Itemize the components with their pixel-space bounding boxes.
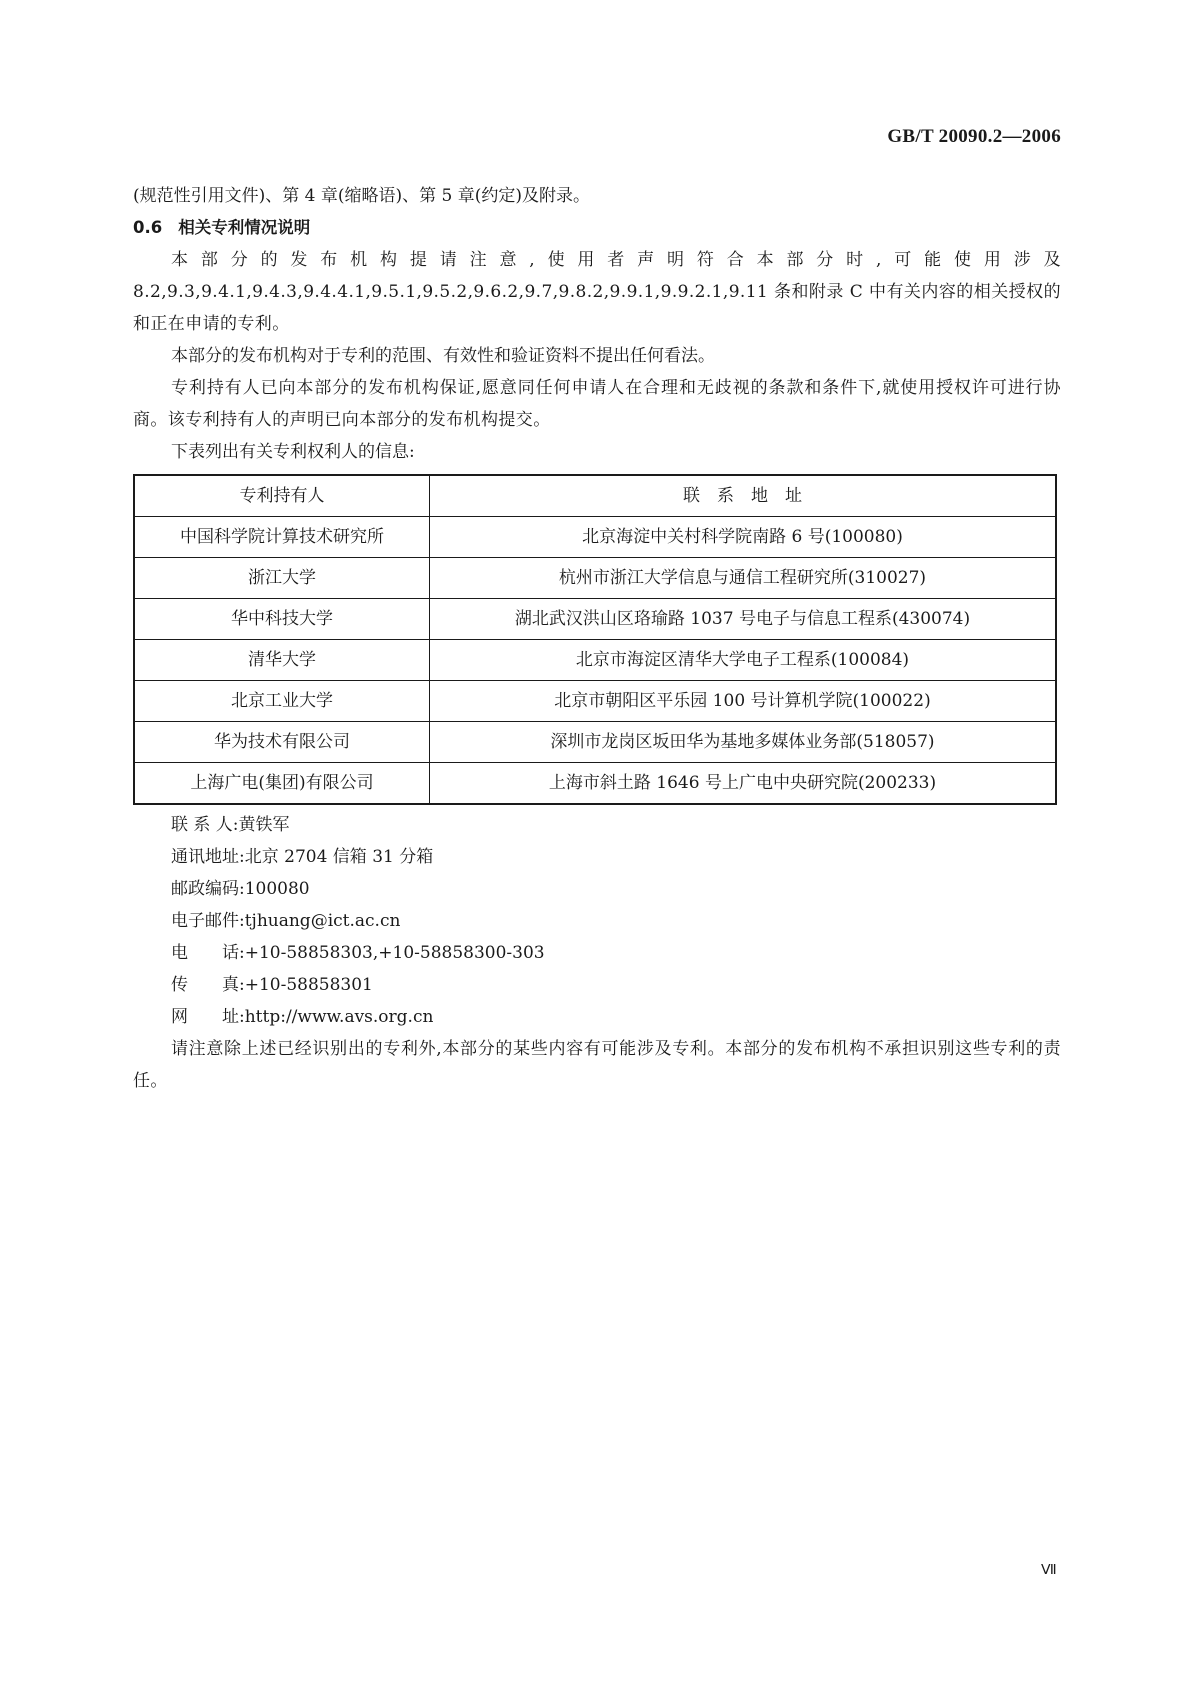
contact-phone: 电 话:+10-58858303,+10-58858300-303	[171, 943, 545, 963]
table-row	[134, 722, 1056, 763]
table-row	[134, 681, 1056, 722]
section-title: 相关专利情况说明	[178, 218, 311, 237]
continuation-text: (规范性引用文件)、第 4 章(缩略语)、第 5 章(约定)及附录。	[133, 186, 591, 206]
page-content	[133, 180, 1061, 1097]
contact-website: 网 址:http://www.avs.org.cn	[171, 1007, 434, 1027]
address-cell: 北京海淀中关村科学院南路 6 号(100080)	[430, 517, 1057, 558]
address-cell: 深圳市龙岗区坂田华为基地多媒体业务部(518057)	[430, 722, 1057, 763]
address-cell: 北京市海淀区清华大学电子工程系(100084)	[430, 640, 1057, 681]
holder-cell: 华中科技大学	[134, 599, 430, 640]
holder-cell: 清华大学	[134, 640, 430, 681]
standard-number: GB/T 20090.2—2006	[887, 126, 1061, 147]
contact-block	[133, 809, 1061, 1033]
no-position-paragraph: 本部分的发布机构对于专利的范围、有效性和验证资料不提出任何看法。	[171, 346, 715, 366]
table-row	[134, 599, 1056, 640]
section-number: 0.6	[133, 218, 163, 237]
table-intro-paragraph: 下表列出有关专利权利人的信息:	[171, 442, 415, 462]
table-row	[134, 640, 1056, 681]
page-number: Ⅶ	[1041, 1563, 1057, 1578]
header-address: 联 系 地 址	[430, 475, 1057, 517]
holder-cell: 浙江大学	[134, 558, 430, 599]
table-row	[134, 763, 1056, 805]
holder-cell: 中国科学院计算技术研究所	[134, 517, 430, 558]
holder-cell: 上海广电(集团)有限公司	[134, 763, 430, 805]
closing-paragraph: 请注意除上述已经识别出的专利外,本部分的某些内容有可能涉及专利。本部分的发布机构不承担识别这些专利的责任。	[133, 1039, 1061, 1091]
patent-notice-paragraph: 本部分的发布机构提请注意,使用者声明符合本部分时,可能使用涉及 8.2,9.3,9.4.1,9.4.3,9.4.4.1,9.5.1,9.5.2,9.6.2,9.7,9.8.2,9.9.1,9.9.2.1,9.11 条和附录 C 中有关内容的相关授权的和正在申请的专利。	[133, 250, 1061, 334]
table-row	[134, 517, 1056, 558]
patent-holder-table	[133, 474, 1057, 805]
address-cell: 北京市朝阳区平乐园 100 号计算机学院(100022)	[430, 681, 1057, 722]
contact-postcode: 邮政编码:100080	[171, 879, 310, 899]
section-heading	[133, 212, 1061, 244]
address-cell: 杭州市浙江大学信息与通信工程研究所(310027)	[430, 558, 1057, 599]
contact-address: 通讯地址:北京 2704 信箱 31 分箱	[171, 847, 434, 867]
address-cell: 上海市斜土路 1646 号上广电中央研究院(200233)	[430, 763, 1057, 805]
contact-person: 联 系 人:黄铁军	[171, 815, 290, 835]
contact-email: 电子邮件:tjhuang@ict.ac.cn	[171, 911, 401, 931]
holder-cell: 北京工业大学	[134, 681, 430, 722]
table-header-row	[134, 475, 1056, 517]
holder-cell: 华为技术有限公司	[134, 722, 430, 763]
address-cell: 湖北武汉洪山区珞瑜路 1037 号电子与信息工程系(430074)	[430, 599, 1057, 640]
table-row	[134, 558, 1056, 599]
contact-fax: 传 真:+10-58858301	[171, 975, 373, 995]
header-holder: 专利持有人	[134, 475, 430, 517]
holder-assurance-paragraph: 专利持有人已向本部分的发布机构保证,愿意同任何申请人在合理和无歧视的条款和条件下,就使用授权许可进行协商。该专利持有人的声明已向本部分的发布机构提交。	[133, 378, 1061, 430]
